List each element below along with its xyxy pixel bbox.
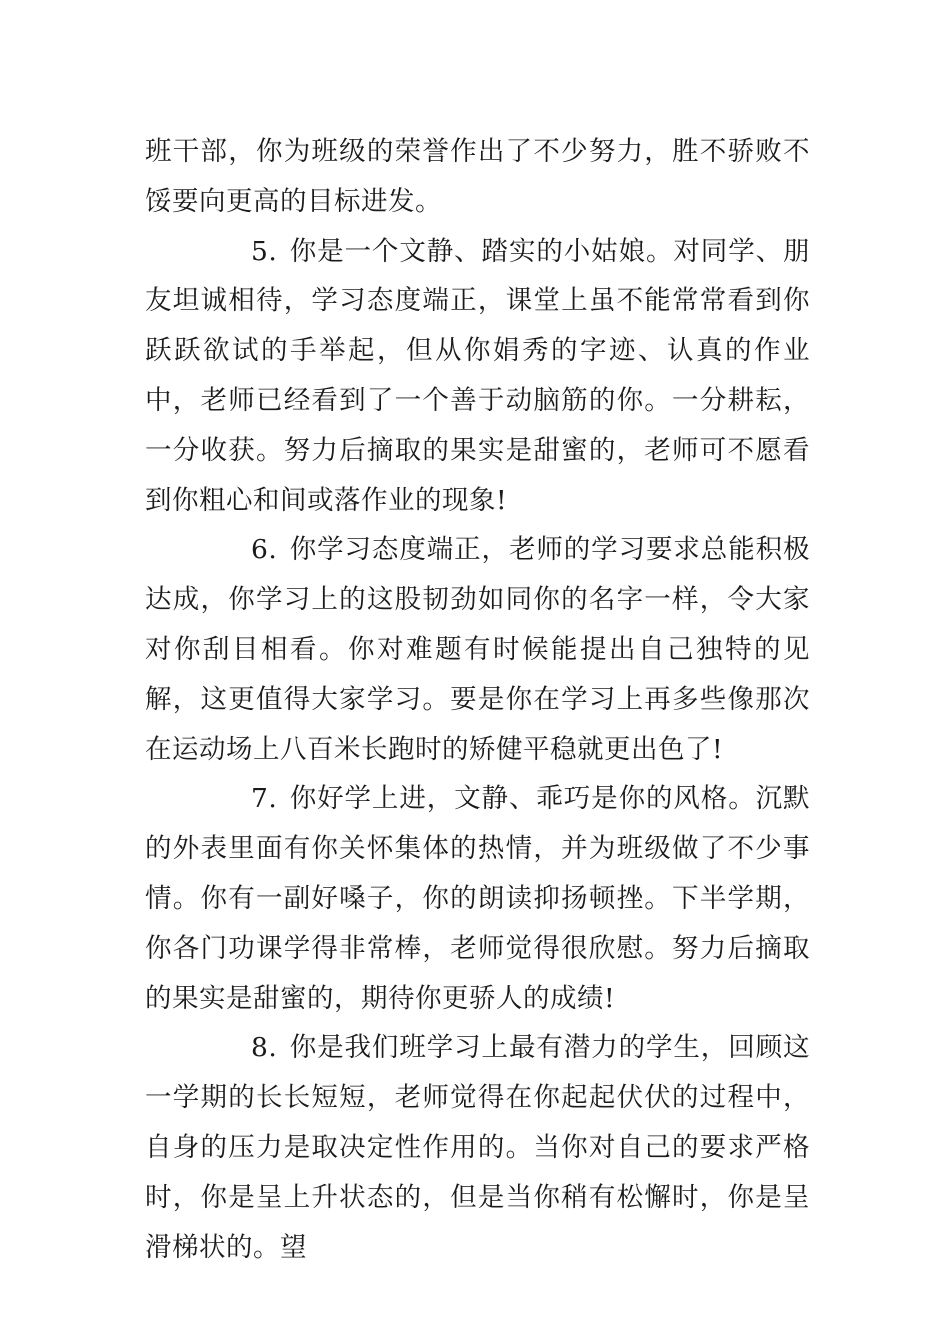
paragraph-number: 6. (251, 534, 278, 566)
paragraph-number: 7. (251, 783, 278, 815)
paragraph-number: 8. (251, 1032, 278, 1064)
paragraph-item-6 (145, 525, 810, 774)
paragraph-item-7 (145, 774, 810, 1023)
paragraph-continued (145, 127, 810, 227)
paragraph-text: 你是一个文静、踏实的小姑娘。对同学、朋友坦诚相待，学习态度端正，课堂上虽不能常常看到你跃跃欲试的手举起，但从你娟秀的字迹、认真的作业中，老师已经看到了一个善于动脑筋的你。一分耕耘，一分收获。努力后摘取的果实是甜蜜的，老师可不愿看到你粗心和间或落作业的现象! (145, 235, 810, 516)
document-body (145, 127, 810, 1272)
paragraph-text: 班干部，你为班级的荣誉作出了不少努力，胜不骄败不馁要向更高的目标进发。 (145, 136, 810, 217)
paragraph-text: 你是我们班学习上最有潜力的学生，回顾这一学期的长长短短，老师觉得在你起起伏伏的过程中，自身的压力是取决定性作用的。当你对自己的要求严格时，你是呈上升状态的，但是当你稍有松懈时，你是呈滑梯状的。望 (145, 1032, 810, 1263)
paragraph-text: 你好学上进，文静、乖巧是你的风格。沉默的外表里面有你关怀集体的热情，并为班级做了不少事情。你有一副好嗓子，你的朗读抑扬顿挫。下半学期，你各门功课学得非常棒，老师觉得很欣慰。努力后摘取的果实是甜蜜的，期待你更骄人的成绩! (145, 783, 810, 1014)
paragraph-item-8 (145, 1023, 810, 1272)
paragraph-number: 5. (251, 235, 278, 267)
paragraph-text: 你学习态度端正，老师的学习要求总能积极达成，你学习上的这股韧劲如同你的名字一样，令大家对你刮目相看。你对难题有时候能提出自己独特的见解，这更值得大家学习。要是你在学习上再多些像那次在运动场上八百米长跑时的矫健平稳就更出色了! (145, 534, 810, 765)
paragraph-item-5 (145, 227, 810, 526)
